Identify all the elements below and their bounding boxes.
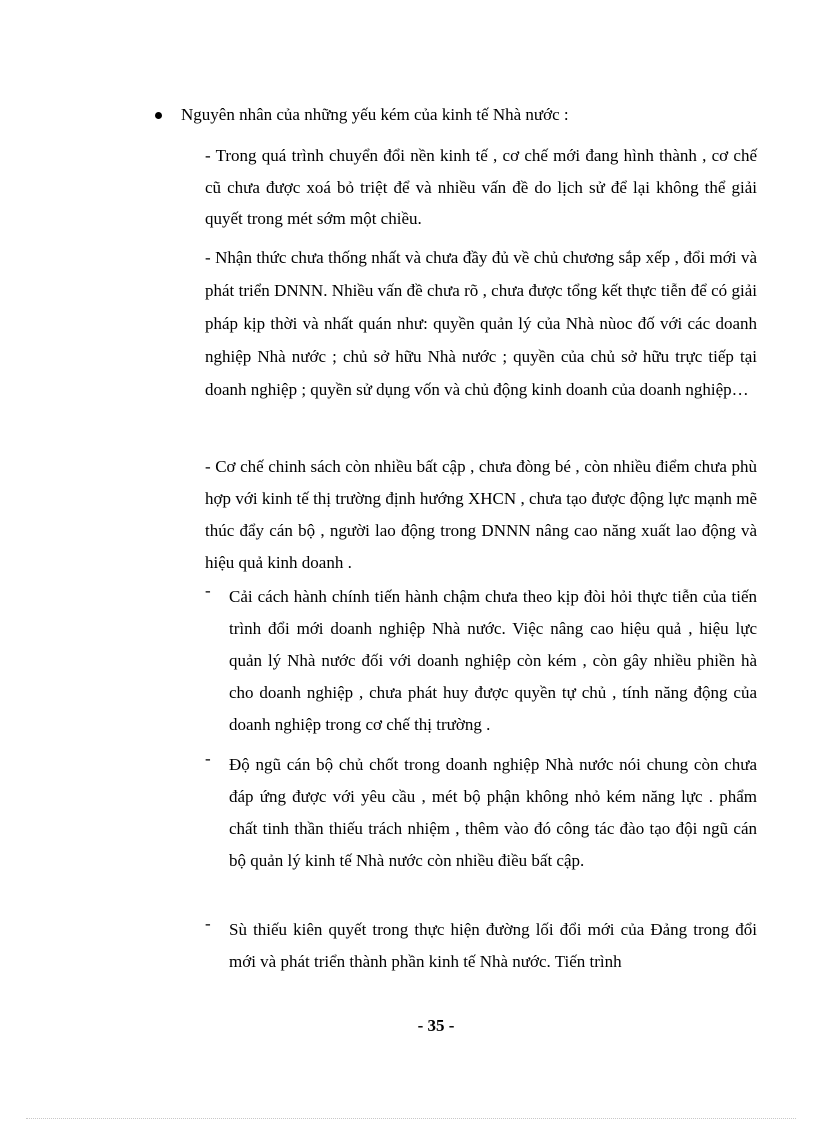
dash-marker: - xyxy=(205,749,211,768)
dash-marker: - xyxy=(205,914,211,933)
paragraph-awareness: - Nhận thức chưa thống nhất và chưa đầy đủ về chủ chương sắp xếp , đổi mới và phát triển DNNN. Nhiều vấn đề chưa rõ , chưa được tổng kết thực tiễn để có giải pháp kịp thời và nhất quán như: quyền quản lý của Nhà nùoc đố với các doanh nghiệp Nhà nước ; chủ sở hữu Nhà nước ; quyền của chủ sở hữu trực tiếp tại doanh nghiệp ; quyền sử dụng vốn và chủ động kinh doanh của doanh nghiệp… xyxy=(205,248,757,399)
list-item-text: Cải cách hành chính tiến hành chậm chưa theo kịp đòi hỏi thực tiễn của tiến trình đổi mới doanh nghiệp Nhà nước. Việc nâng cao hiệu quả , hiệu lực quản lý Nhà nước đối với doanh nghiệp còn kém , còn gây nhiều phiền hà cho doanh nghiệp , chưa phát huy được quyền tự chủ , tính năng động của doanh nghiệp trong cơ chế thị trường . xyxy=(229,587,757,734)
bullet-dot-icon xyxy=(155,112,162,119)
bullet-heading-text: Nguyên nhân của những yếu kém của kinh tế Nhà nước : xyxy=(181,105,569,124)
paragraph-policy: - Cơ chế chinh sách còn nhiều bất cập , chưa đòng bé , còn nhiều điểm chưa phù hợp với kinh tế thị trường định hướng XHCN , chưa tạo được động lực mạnh mẽ thúc đẩy cán bộ , người lao động trong DNNN nâng cao năng xuất lao động và hiệu quả kinh doanh . xyxy=(205,457,757,572)
page-bottom-divider xyxy=(26,1118,796,1119)
dash-marker: - xyxy=(205,581,211,600)
list-item-text: Sù thiếu kiên quyết trong thực hiện đường lối đổi mới của Đảng trong đổi mới và phát triển thành phần kinh tế Nhà nước. Tiến trình xyxy=(229,920,757,971)
paragraph-transition: - Trong quá trình chuyển đổi nền kinh tế , cơ chế mới đang hình thành , cơ chế cũ chưa được xoá bỏ triệt để và nhiều vấn đề do lịch sử để lại không thể giải quyết trong mét sớm một chiều. xyxy=(205,146,757,228)
page-number: - 35 - xyxy=(417,1016,455,1035)
list-item-text: Độ ngũ cán bộ chủ chốt trong doanh nghiệp Nhà nước nói chung còn chưa đáp ứng được với yêu cầu , mét bộ phận không nhỏ kém năng lực . phẩm chất tinh thần thiếu trách nhiệm , thêm vào đó công tác đào tạo đội ngũ cán bộ quản lý kinh tế Nhà nước còn nhiều điều bất cập. xyxy=(229,755,757,870)
